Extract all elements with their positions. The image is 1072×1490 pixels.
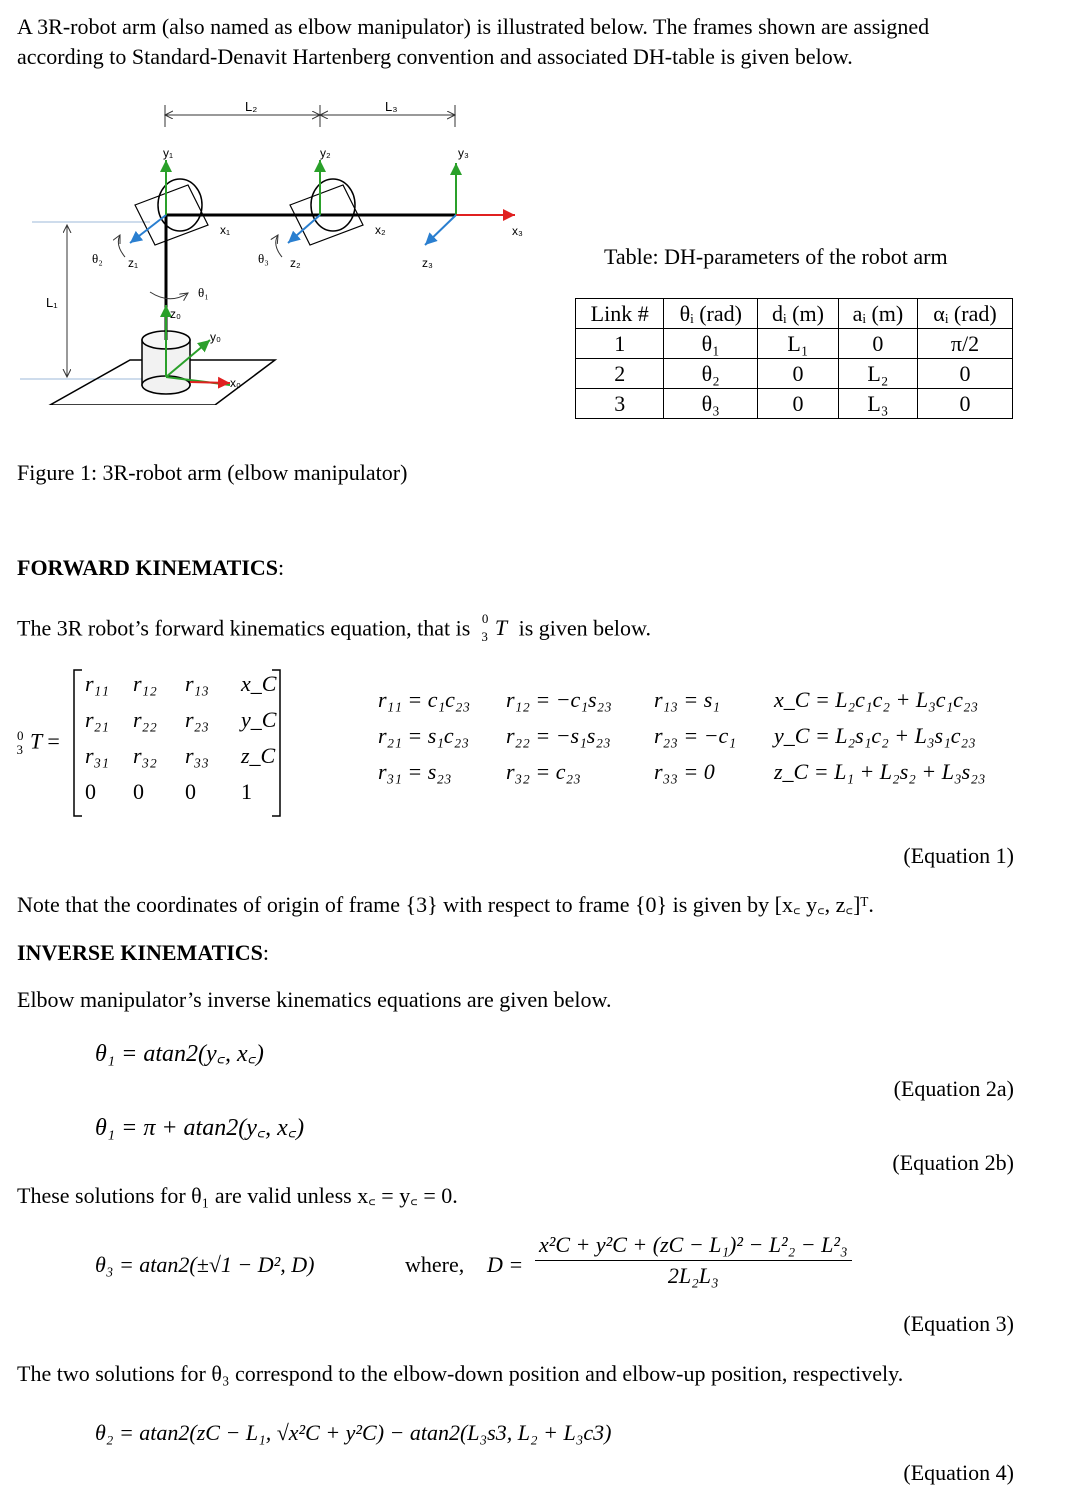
matrix-cell: y_C [241, 707, 277, 732]
dh-table-row [576, 329, 1013, 359]
robot-arm-figure [20, 95, 560, 405]
dh-header-cell: Link # [576, 299, 664, 329]
fk-eq: r₂₂ = −s₁s₂₃ [506, 723, 611, 748]
fk-eq: r₃₁ = s₂₃ [378, 759, 452, 784]
fk-eq: r₁₃ = s₁ [654, 687, 720, 712]
figure-caption: Figure 1: 3R-robot arm (elbow manipulator) [17, 460, 408, 485]
eq4: θ₂ = atan2(zC − L₁, √x²C + y²C) − atan2(L₃s3, L₂ + L₃c3) [95, 1420, 612, 1445]
label-x2: x₂ [375, 223, 386, 237]
theta1-arrow [150, 292, 188, 299]
eq3-d-denominator: 2L₂L₃ [667, 1263, 719, 1288]
dh-header-cell: aᵢ (m) [838, 299, 917, 329]
ik-heading: INVERSE KINEMATICS: [17, 940, 270, 965]
label-z1: z₁ [128, 256, 139, 270]
fk-eq: y_C = L₂s₁c₂ + L₃s₁c₂₃ [774, 723, 976, 748]
dh-cell: 0 [838, 329, 917, 359]
ik-intro: Elbow manipulator’s inverse kinematics equations are given below. [17, 987, 612, 1012]
matrix-cell: 0 [133, 779, 144, 804]
matrix-cell: r₂₁ [85, 707, 109, 732]
joint-3-shape [311, 179, 355, 231]
dh-header-cell: θᵢ (rad) [664, 299, 758, 329]
label-z0: z₀ [170, 307, 181, 321]
eq2a: θ₁ = atan2(y꜀, x꜀) [95, 1041, 264, 1067]
matrix-cell: r₂₂ [133, 707, 157, 732]
label-y0: y₀ [210, 330, 221, 344]
eq4-label: (Equation 4) [903, 1460, 1014, 1485]
dh-table [575, 298, 1013, 419]
label-z2: z₂ [290, 256, 301, 270]
dh-cell: L₃ [838, 389, 917, 419]
intro-line-2: according to Standard-Denavit Hartenberg convention and associated DH-table is given below. [17, 44, 853, 69]
fk-eq: r₃₃ = 0 [654, 759, 715, 784]
eq3-d-lhs: D = [487, 1252, 524, 1277]
matrix-cell: r₁₃ [185, 671, 209, 696]
dh-table-row [576, 359, 1013, 389]
label-y3: y₃ [458, 146, 469, 160]
dh-cell: L₂ [838, 359, 917, 389]
matrix-cell: r₁₁ [85, 671, 109, 696]
dh-table-row [576, 389, 1013, 419]
fk-element-equations [378, 686, 1014, 786]
fk-eq: r₂₁ = s₁c₂₃ [378, 723, 469, 748]
fk-transform-symbol: $^0_3$ T [481, 611, 508, 644]
label-x0: x₀ [230, 376, 241, 390]
eq3-d-fraction [535, 1232, 852, 1289]
label-y2: y₂ [320, 146, 331, 160]
dh-cell: θ₃ [664, 389, 758, 419]
fk-eq: z_C = L₁ + L₂s₂ + L₃s₂₃ [774, 759, 986, 784]
fk-eq: r₁₂ = −c₁s₂₃ [506, 687, 612, 712]
eq1-label: (Equation 1) [903, 843, 1014, 868]
dh-header-cell: αᵢ (rad) [917, 299, 1012, 329]
dh-cell: θ₂ [664, 359, 758, 389]
fk-intro: The 3R robot’s forward kinematics equation, that is $^0_3$ T is given below. [17, 611, 651, 644]
matrix-cell: x_C [241, 671, 277, 696]
eq3-where: where, [405, 1252, 465, 1277]
dh-cell: 0 [917, 389, 1012, 419]
matrix-cell: z_C [241, 743, 276, 768]
eq2b-label: (Equation 2b) [892, 1150, 1014, 1175]
fk-note: Note that the coordinates of origin of frame {3} with respect to frame {0} is given by [x꜀ y꜀, z꜀]ᵀ. [17, 892, 874, 917]
eq2a-label: (Equation 2a) [893, 1076, 1014, 1101]
joint-2-shape [158, 179, 202, 231]
dh-table-header-row [576, 299, 1013, 329]
label-theta3: θ₃ [258, 251, 269, 266]
fk-eq: r₂₃ = −c₁ [654, 723, 736, 748]
matrix-cell: r₂₃ [185, 707, 209, 732]
matrix-cell: 0 [85, 779, 96, 804]
theta1-valid-note: These solutions for θ₁ are valid unless x꜀ = y꜀ = 0. [17, 1183, 458, 1208]
intro-line-1: A 3R-robot arm (also named as elbow manipulator) is illustrated below. The frames shown are assigned [17, 14, 930, 39]
dh-cell: θ₁ [664, 329, 758, 359]
fk-eq: r₃₂ = c₂₃ [506, 759, 581, 784]
label-theta1: θ₁ [198, 285, 209, 300]
label-theta2: θ₂ [92, 251, 103, 266]
label-l3: L₃ [385, 99, 398, 114]
label-x1: x₁ [220, 223, 231, 237]
dh-header-cell: dᵢ (m) [758, 299, 839, 329]
label-y1: y₁ [163, 146, 174, 160]
dh-cell: 2 [576, 359, 664, 389]
matrix-cell: r₃₁ [85, 743, 109, 768]
fk-eq: r₁₁ = c₁c₂₃ [378, 687, 471, 712]
dh-cell: 1 [576, 329, 664, 359]
dh-cell: 0 [917, 359, 1012, 389]
dh-cell: 0 [758, 389, 839, 419]
fk-matrix-cells [85, 670, 275, 806]
matrix-cell: r₁₂ [133, 671, 157, 696]
matrix-cell: 0 [185, 779, 196, 804]
matrix-cell: r₃₂ [133, 743, 157, 768]
dh-cell: 3 [576, 389, 664, 419]
intro-paragraph [17, 12, 929, 72]
fk-heading: FORWARD KINEMATICS: [17, 555, 285, 580]
label-x3: x₃ [512, 224, 523, 238]
label-l1: L₁ [46, 295, 58, 310]
elbow-note: The two solutions for θ₃ correspond to the elbow-down position and elbow-up position, respectively. [17, 1361, 904, 1386]
eq3: θ₃ = atan2(±√1 − D², D) [95, 1252, 315, 1277]
fk-eq: x_C = L₂c₁c₂ + L₃c₁c₂₃ [774, 687, 979, 712]
dh-cell: 0 [758, 359, 839, 389]
dh-table-title: Table: DH-parameters of the robot arm [604, 244, 948, 269]
eq3-d-numerator: x²C + y²C + (zC − L₁)² − L²₂ − L²₃ [535, 1232, 852, 1261]
dh-cell: L₁ [758, 329, 839, 359]
matrix-cell: 1 [241, 779, 252, 804]
dh-cell: π/2 [917, 329, 1012, 359]
label-l2: L₂ [245, 99, 258, 114]
label-z3: z₃ [422, 256, 433, 270]
matrix-cell: r₃₃ [185, 743, 209, 768]
eq3-label: (Equation 3) [903, 1311, 1014, 1336]
eq2b: θ₁ = π + atan2(y꜀, x꜀) [95, 1115, 305, 1141]
